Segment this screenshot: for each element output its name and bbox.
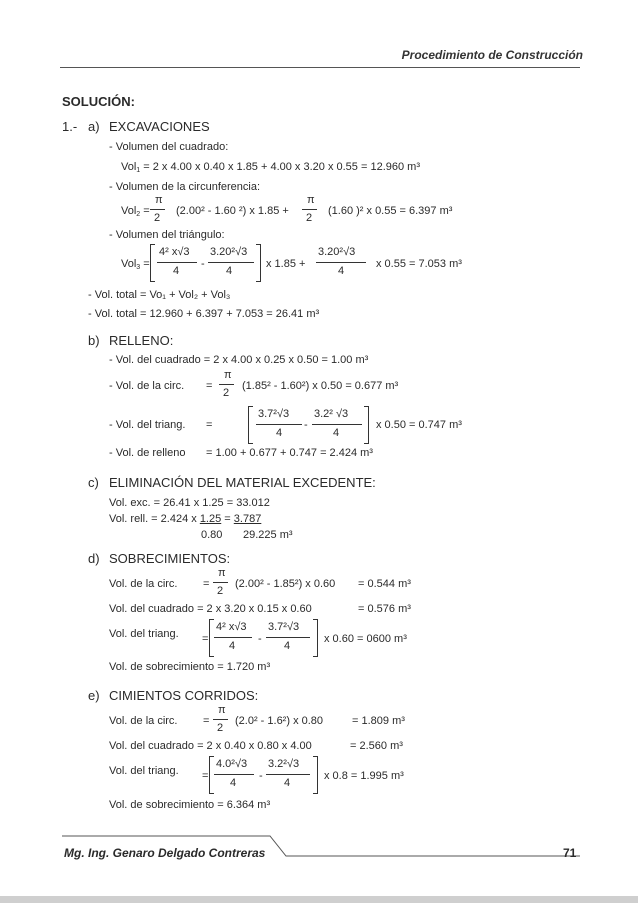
vol3-middle: x 1.85 +	[266, 258, 306, 270]
vol3-right-bracket	[256, 244, 261, 282]
vol3-subscript: 3	[136, 264, 141, 271]
vol2-name-text: Vol	[121, 205, 137, 217]
vol2-name: Vol$_2$ =	[121, 205, 150, 218]
e-tri-num1: 4.0²√3	[216, 758, 248, 770]
vol3-denominator-1: 4	[173, 265, 180, 277]
e-total: Vol. de sobrecimiento = 6.364 m³	[109, 799, 271, 811]
refill-volume	[109, 513, 261, 525]
d-tri-num1: 4² x√3	[216, 621, 247, 633]
e-circ-result: = 1.809 m³	[352, 715, 405, 727]
d-tri-eq: =	[202, 633, 209, 645]
fill-tri-end: x 0.50 = 0.747 m³	[376, 419, 462, 431]
fill-tri-den1: 4	[276, 427, 283, 439]
footer-author: Mg. Ing. Genaro Delgado Contreras	[64, 846, 266, 860]
fill-circ-label: - Vol. de la circ.	[109, 380, 185, 392]
page-number: 71	[563, 846, 577, 860]
refill-sum: 29.225 m³	[243, 529, 293, 541]
d-tri-label: Vol. del triang.	[109, 628, 179, 640]
vol3-denominator-2: 4	[226, 265, 233, 277]
vol1-formula	[121, 161, 420, 174]
e-tri-eq: =	[202, 770, 209, 782]
vol3-numerator-3: 3.20²√3	[318, 246, 356, 258]
fill-tri-den2: 4	[333, 427, 340, 439]
d-circ-fraction-line	[213, 582, 228, 583]
section-a-label: a)	[88, 119, 100, 134]
section-c-title: ELIMINACIÓN DEL MATERIAL EXCEDENTE:	[109, 475, 376, 490]
vol2-pi-b: π	[307, 194, 315, 206]
e-tri-end: x 0.8 = 1.995 m³	[324, 770, 404, 782]
d-tri-end: x 0.60 = 0600 m³	[324, 633, 407, 645]
fill-circ-two: 2	[223, 387, 230, 399]
vol2-subscript: 2	[136, 211, 141, 218]
e-circ-pi: π	[218, 704, 226, 716]
fill-tri-fraction-line-1	[256, 424, 302, 425]
e-circ-expr: (2.0² - 1.6²) x 0.80	[235, 715, 324, 727]
d-circ-two: 2	[217, 585, 224, 597]
fill-square: - Vol. del cuadrado = 2 x 4.00 x 0.25 x 0.50 = 1.00 m³	[109, 354, 369, 366]
section-b-title: RELLENO:	[109, 333, 174, 348]
refill-divisor: 0.80	[201, 529, 223, 541]
fill-tri-right-bracket	[364, 406, 369, 444]
d-circ-expr: (2.00² - 1.85²) x 0.60	[235, 578, 336, 590]
fill-circ-fraction-line	[219, 384, 234, 385]
vol3-left-bracket	[150, 244, 155, 282]
d-circ-pi: π	[218, 567, 226, 579]
d-tri-minus: -	[258, 633, 262, 645]
d-tri-den1: 4	[229, 640, 236, 652]
e-tri-fraction-line-2	[266, 774, 310, 775]
e-tri-den1: 4	[230, 777, 237, 789]
fill-circ-eq: =	[206, 380, 213, 392]
vol2-two-b: 2	[306, 212, 313, 224]
vol1-expression: = 2 x 4.00 x 0.40 x 1.85 + 4.00 x 3.20 x 0.55 = 12.960 m³	[143, 161, 420, 173]
e-circ-fraction-line	[213, 719, 228, 720]
d-tri-fraction-line-2	[266, 637, 310, 638]
d-square: Vol. del cuadrado = 2 x 3.20 x 0.15 x 0.60	[109, 603, 312, 615]
e-circ-eq: =	[203, 715, 210, 727]
e-tri-fraction-line-1	[214, 774, 254, 775]
fill-tri-minus: -	[304, 419, 308, 431]
fill-circ-pi: π	[224, 369, 232, 381]
vol3-denominator-3: 4	[338, 265, 345, 277]
vol2-pi: π	[155, 194, 163, 206]
e-tri-label: Vol. del triang.	[109, 765, 179, 777]
d-total: Vol. de sobrecimiento = 1.720 m³	[109, 661, 271, 673]
fill-tri-num2: 3.2² √3	[314, 408, 349, 420]
refill-factor: 1.25	[199, 513, 222, 525]
section-c-label: c)	[88, 475, 99, 490]
e-square-result: = 2.560 m³	[350, 740, 403, 752]
triangle-volume-label: - Volumen del triángulo:	[109, 229, 225, 241]
e-tri-den2: 4	[284, 777, 291, 789]
section-b-label: b)	[88, 333, 100, 348]
e-circ-label: Vol. de la circ.	[109, 715, 178, 727]
d-tri-den2: 4	[284, 640, 291, 652]
header-rule	[60, 67, 580, 68]
vol3-minus: -	[201, 258, 205, 270]
vol3-numerator-1: 4² x√3	[159, 246, 190, 258]
fill-total-expr: = 1.00 + 0.677 + 0.747 = 2.424 m³	[206, 447, 373, 459]
d-tri-right-bracket	[313, 619, 318, 657]
page-bottom-bar	[0, 896, 638, 903]
fill-tri-eq: =	[206, 419, 213, 431]
e-tri-minus: -	[259, 770, 263, 782]
e-square: Vol. del cuadrado = 2 x 0.40 x 0.80 x 4.00	[109, 740, 312, 752]
section-e-title: CIMIENTOS CORRIDOS:	[109, 688, 259, 703]
fill-tri-label: - Vol. del triang.	[109, 419, 186, 431]
vol3-fraction-line-3	[316, 262, 366, 263]
d-tri-left-bracket	[209, 619, 214, 657]
section-e-label: e)	[88, 688, 100, 703]
solution-heading: SOLUCIÓN:	[62, 94, 135, 109]
vol3-fraction-line-1	[157, 262, 197, 263]
vol3-fraction-line-2	[208, 262, 254, 263]
circle-volume-label: - Volumen de la circunferencia:	[109, 181, 261, 193]
d-square-result: = 0.576 m³	[358, 603, 411, 615]
total-volume-value: - Vol. total = 12.960 + 6.397 + 7.053 = 26.41 m³	[88, 308, 320, 320]
vol3-numerator-2: 3.20²√3	[210, 246, 248, 258]
vol1-subscript: 1	[136, 167, 141, 174]
d-tri-fraction-line-1	[214, 637, 252, 638]
vol1-name: Vol	[121, 161, 137, 173]
vol2-two: 2	[154, 212, 161, 224]
question-number: 1.-	[62, 119, 78, 134]
vol3-end: x 0.55 = 7.053 m³	[376, 258, 462, 270]
vol3-name: Vol$_3$ =	[121, 258, 150, 271]
vol2-part1: (2.00² - 1.60 ²) x 1.85 +	[176, 205, 289, 217]
e-tri-right-bracket	[313, 756, 318, 794]
d-circ-eq: =	[203, 578, 210, 590]
square-volume-label: - Volumen del cuadrado:	[109, 141, 229, 153]
vol2-fraction-line-b	[302, 209, 317, 210]
refill-eq: =	[221, 513, 234, 525]
e-circ-two: 2	[217, 722, 224, 734]
fill-tri-fraction-line-2	[312, 424, 362, 425]
total-volume-formula: - Vol. total = Vo₁ + Vol₂ + Vol₃	[88, 289, 231, 301]
refill-prefix: Vol. rell. = 2.424 x	[109, 513, 200, 525]
vol2-fraction-line	[150, 209, 165, 210]
d-circ-result: = 0.544 m³	[358, 578, 411, 590]
d-tri-num2: 3.7²√3	[268, 621, 300, 633]
fill-total-label: - Vol. de relleno	[109, 447, 186, 459]
excess-volume: Vol. exc. = 26.41 x 1.25 = 33.012	[109, 497, 270, 509]
vol3-name-text: Vol	[121, 258, 137, 270]
header-title: Procedimiento de Construcción	[401, 48, 583, 62]
e-tri-num2: 3.2²√3	[268, 758, 300, 770]
fill-tri-num1: 3.7²√3	[258, 408, 290, 420]
section-a-title: EXCAVACIONES	[109, 119, 210, 134]
refill-result: 3.787	[233, 513, 262, 525]
fill-circ-expr: (1.85² - 1.60²) x 0.50 = 0.677 m³	[242, 380, 399, 392]
vol2-part2: (1.60 )² x 0.55 = 6.397 m³	[328, 205, 453, 217]
e-tri-left-bracket	[209, 756, 214, 794]
section-d-label: d)	[88, 551, 100, 566]
fill-tri-left-bracket	[248, 406, 253, 444]
d-circ-label: Vol. de la circ.	[109, 578, 178, 590]
section-d-title: SOBRECIMIENTOS:	[109, 551, 231, 566]
